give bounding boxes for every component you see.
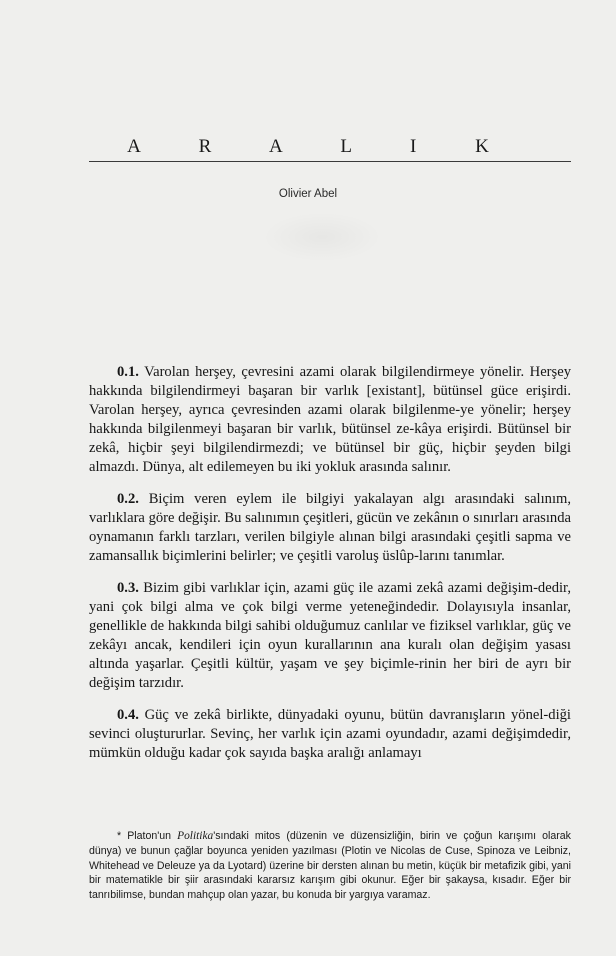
paper-smudge <box>262 212 382 262</box>
paragraph-number: 0.2. <box>117 491 139 507</box>
paragraph-text: Varolan herşey, çevresini azami olarak bilgilendirmeye yönelir. Herşey hakkında bilgilendirmeyi başaran bir varlık [existant], bütünsel güce erişirdi. Varolan herşey, ayrıca çevresinden azami olarak bilgilenme-ye yönelir; herşey hakkında bilgilenmeyi başaran bir varlık, bütünsel ze-kâya erişirdi. Bütünsel bir zekâ, hiçbir şeyi bilgilendirmezdi; ve bütünsel bir güç, hiçbir şeyden bilgi almazdı. Dünya, alt edilemeyen bu iki yokluk arasında salınır. <box>89 364 571 475</box>
footnote <box>89 829 571 903</box>
chapter-title: A R A L I K <box>127 136 516 157</box>
paragraph-text: Biçim veren eylem ile bilgiyi yakalayan algı arasındaki salınım, varlıklara göre değişir. Bu salınımın çeşitleri, gücün ve zekânın o sınırları arasında oynamanın farklı tarzları, verilen bilgiyle alınan bilgi arasındaki çeşitli sapma ve zamansallık biçimlerini belirler; ve çeşitli varoluş üslûp-larını tanımlar. <box>89 491 572 564</box>
paragraph-number: 0.3. <box>117 580 139 596</box>
footnote-italic-title: Politika <box>177 830 214 842</box>
paragraph-number: 0.1. <box>117 364 139 380</box>
paragraph-0-1 <box>89 363 571 477</box>
footnote-text-pre: Platon'un <box>127 830 178 842</box>
author-name: Olivier Abel <box>278 188 338 200</box>
paragraph-0-4 <box>89 706 571 763</box>
footnote-text-post: 'sındaki mitos (düzenin ve düzensizliğin, birin ve çoğun karışımı olarak dünya) ve bunun çağlar boyunca yeniden yazılması (Plotin ve Nicolas de Cuse, Spinoza ve Leibniz, Whitehead ve Deleuze ya da Lyotard) üzerine bir dersten alınan bu metin, küçük bir metafizik gibi, yani bir matematikle bir şiir arasındaki kararsız karışım gibi okunur. Eğer bir şakaysa, kısadır. Eğer bir tanrıbilimse, bundan mahçup olan yazar, bu konuda bir yargıya varamaz. <box>89 830 571 902</box>
paragraph-0-2 <box>89 490 571 566</box>
body-text <box>89 363 571 776</box>
paragraph-0-3 <box>89 579 571 693</box>
paragraph-text: Bizim gibi varlıklar için, azami güç ile azami zekâ azami değişim-dedir, yani çok bilgi alma ve çok bilgi verme yeteneğindedir. Dolayısıyla insanlar, genellikle de hakkında bilgi sahibi olduğumuz canlılar ve fiziksel varlıklar, güç ve zekâyı ancak, kendileri için oyun kurallarının ana kuralı olan değişim yasası altında yaşarlar. Çeşitli kültür, yaşam ve şey biçimle-rinin her biri de ayrı bir değişim tarzıdır. <box>89 580 571 691</box>
paragraph-number: 0.4. <box>117 707 139 723</box>
paragraph-text: Güç ve zekâ birlikte, dünyadaki oyunu, bütün davranışların yönel-diği sevinci oluştururlar. Sevinç, her varlık için azami oyundadır, azami değişimdedir, mümkün olduğu kadar çok sayıda başka aralığı anlamayı <box>89 707 571 761</box>
footnote-marker: * <box>117 830 122 842</box>
title-rule <box>89 161 571 162</box>
